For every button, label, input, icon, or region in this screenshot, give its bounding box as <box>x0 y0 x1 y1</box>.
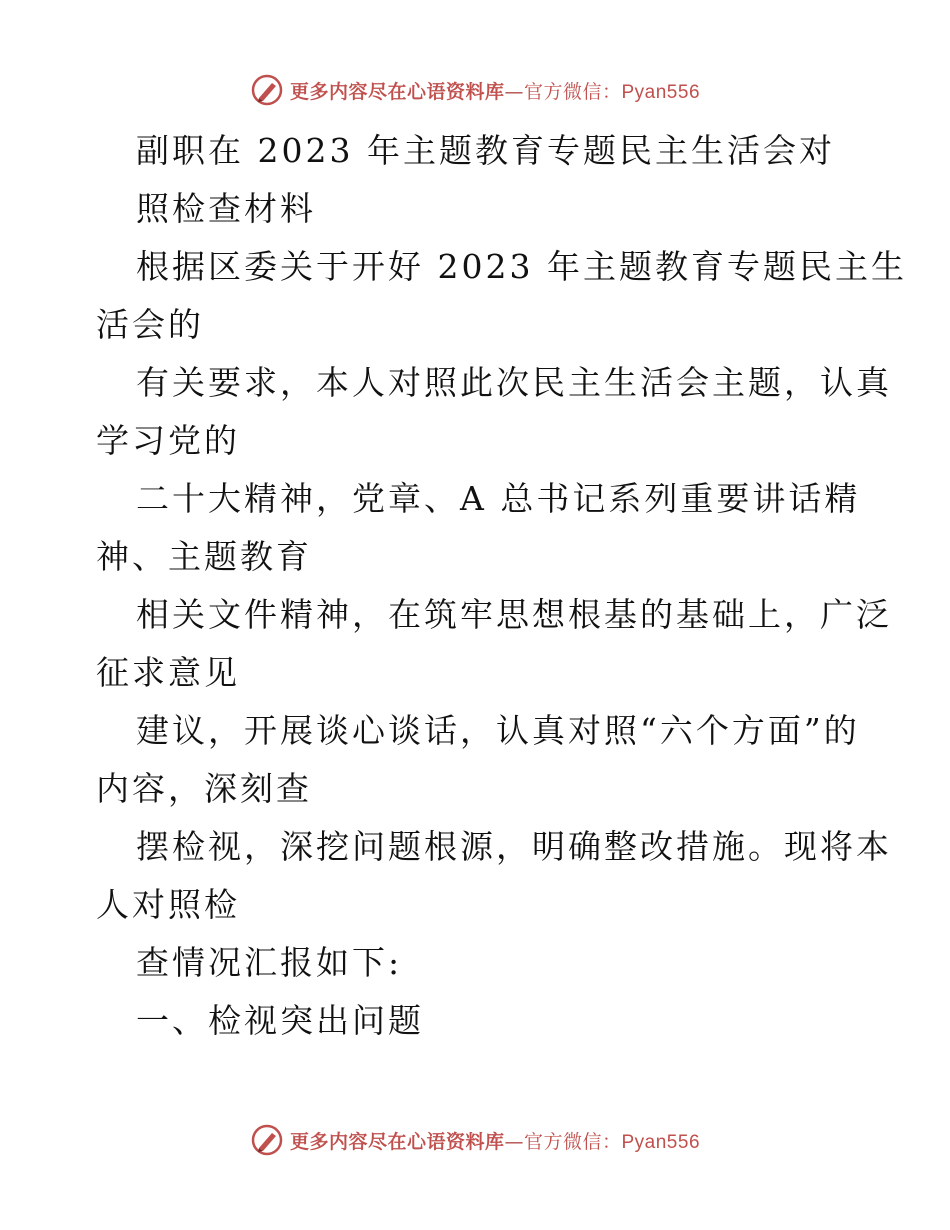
watermark-text <box>290 77 700 104</box>
pen-logo-icon <box>250 73 284 107</box>
text-line: 一、检视突出问题 <box>136 1001 424 1040</box>
document-body <box>96 122 907 1050</box>
text-line: 二十大精神，党章、A 总书记系列重要讲话精 <box>136 479 861 518</box>
footer-watermark <box>0 1120 950 1160</box>
text-line: 相关文件精神，在筑牢思想根基的基础上，广泛 <box>136 595 892 634</box>
text-line: 有关要求，本人对照此次民主生活会主题，认真 <box>136 363 892 402</box>
watermark-text <box>290 1127 700 1154</box>
watermark-id: Pyan556 <box>621 1131 701 1153</box>
text-line: 查情况汇报如下: <box>136 943 403 982</box>
text-line: 内容，深刻查 <box>96 769 312 808</box>
watermark-separator: — <box>504 1130 524 1153</box>
pen-logo-icon <box>250 1123 284 1157</box>
text-line: 建议，开展谈心谈话，认真对照“六个方面”的 <box>136 711 860 750</box>
text-line: 摆检视，深挖问题根源，明确整改措施。现将本 <box>136 827 892 866</box>
watermark-main: 更多内容尽在心语资料库 <box>289 1130 505 1153</box>
header-watermark <box>0 70 950 110</box>
watermark-sub: 官方微信： <box>523 80 622 103</box>
text-line: 根据区委关于开好 2023 年主题教育专题民主生 <box>136 247 907 286</box>
text-line: 神、主题教育 <box>96 537 312 576</box>
watermark-separator: — <box>504 80 524 103</box>
watermark-id: Pyan556 <box>621 81 701 103</box>
text-line: 人对照检 <box>96 885 240 924</box>
watermark-sub: 官方微信： <box>523 1130 622 1153</box>
text-line: 征求意见 <box>96 653 240 692</box>
watermark-main: 更多内容尽在心语资料库 <box>289 80 505 103</box>
text-line: 照检查材料 <box>136 189 316 228</box>
text-line: 副职在 2023 年主题教育专题民主生活会对 <box>136 131 835 170</box>
text-line: 活会的 <box>96 305 204 344</box>
text-line: 学习党的 <box>96 421 240 460</box>
